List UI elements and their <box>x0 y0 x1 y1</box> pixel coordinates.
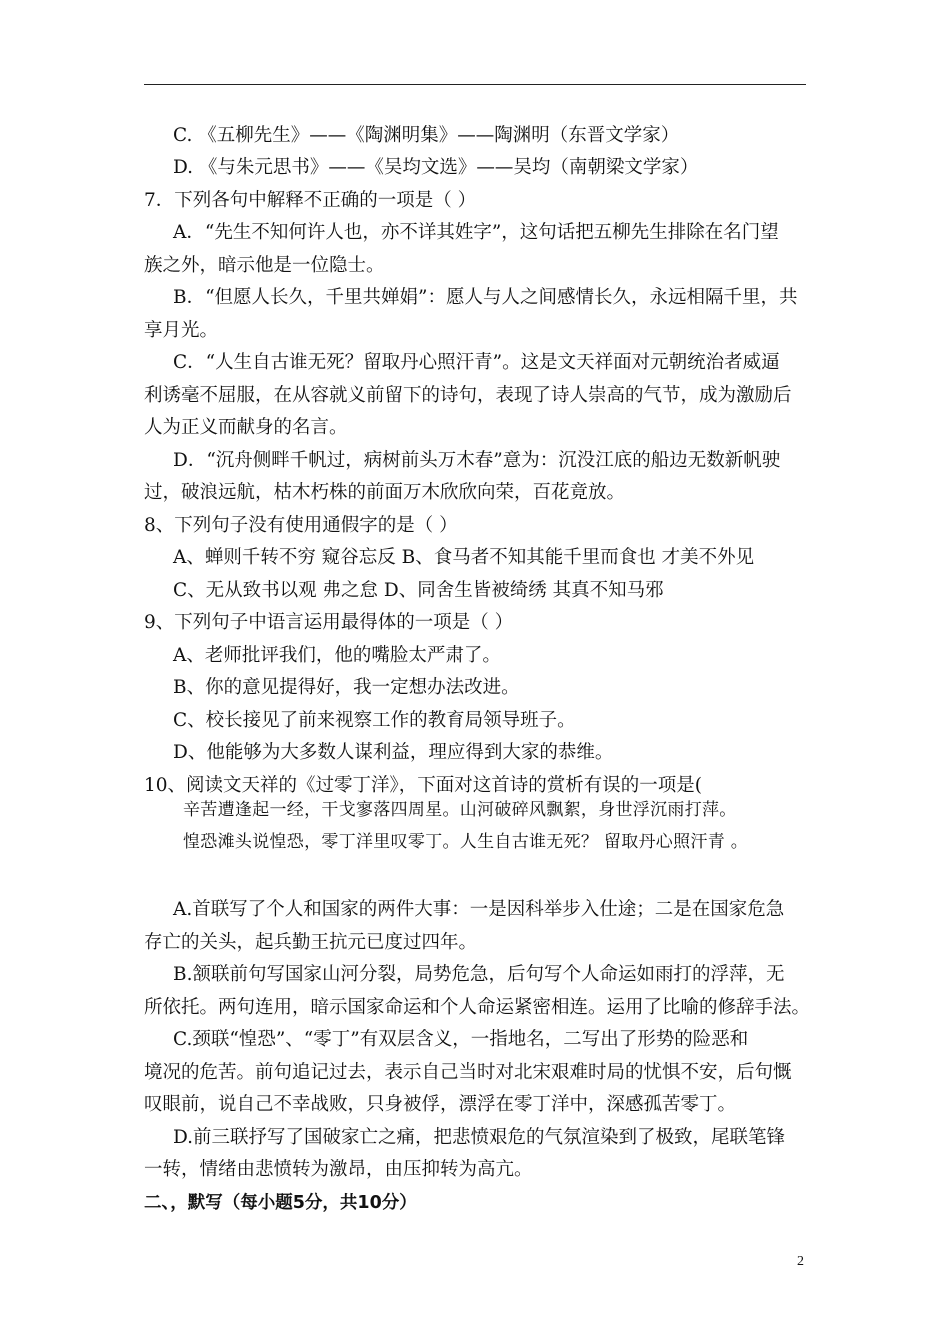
q10-option-c-line3: 叹眼前，说自己不幸战败，只身被俘，漂浮在零丁洋中，深感孤苦零丁。 <box>144 1094 737 1115</box>
q8-options-ab: A、蝉则千转不穷 窥谷忘反 B、食马者不知其能千里而食也 才美不外见 <box>173 547 755 568</box>
q7-option-c-line3: 人为正义而献身的名言。 <box>144 417 348 438</box>
q10-option-c-line1: C.颈联“惶恐”、“零丁”有双层含义，一指地名，二写出了形势的险恶和 <box>173 1029 749 1050</box>
q10-option-a-line2: 存亡的关头，起兵勤王抗元已度过四年。 <box>144 932 478 953</box>
q7-option-b-line2: 享月光。 <box>144 320 219 341</box>
q7-option-d-line2: 过，破浪远航，枯木朽株的前面万木欣欣向荣，百花竟放。 <box>144 482 626 503</box>
q9-option-a: A、老师批评我们，他的嘴脸太严肃了。 <box>173 645 501 666</box>
poem-line-2: 惶恐滩头说惶恐，零丁洋里叹零丁。人生自古谁无死？ 留取丹心照汗青 。 <box>183 832 749 852</box>
question-7-stem: 7．下列各句中解释不正确的一项是（ ） <box>144 190 477 211</box>
q7-option-d-line1: D．“沉舟侧畔千帆过，病树前头万木春”意为：沉没江底的船边无数新帆驶 <box>173 450 781 471</box>
q9-option-c: C、校长接见了前来视察工作的教育局领导班子。 <box>173 710 576 731</box>
question-10-stem: 10、阅读文天祥的《过零丁洋》，下面对这首诗的赏析有误的一项是( <box>144 775 703 796</box>
option-c-line: C. 《五柳先生》——《陶渊明集》——陶渊明（东晋文学家） <box>173 125 680 146</box>
question-9-stem: 9、下列句子中语言运用最得体的一项是（ ） <box>144 612 514 633</box>
q10-option-d-line1: D.前三联抒写了国破家亡之痛，把悲愤艰危的气氛渲染到了极致，尾联笔锋 <box>173 1127 786 1148</box>
q7-option-a-line1: A．“先生不知何许人也，亦不详其姓字”，这句话把五柳先生排除在名门望 <box>173 222 779 243</box>
q7-option-a-line2: 族之外，暗示他是一位隐士。 <box>144 255 385 276</box>
q9-option-b: B、你的意见提得好，我一定想办法改进。 <box>173 677 520 698</box>
option-d-line: D. 《与朱元思书》——《吴均文选》——吴均（南朝梁文学家） <box>173 157 699 178</box>
q8-options-cd: C、无从致书以观 弗之怠 D、同舍生皆被绮绣 其真不知马邪 <box>173 580 664 601</box>
section-2-heading: 二、，默写（每小题5分，共10分） <box>144 1193 417 1213</box>
header-rule <box>144 84 806 85</box>
q9-option-d: D、他能够为大多数人谋利益，理应得到大家的恭维。 <box>173 742 614 763</box>
question-8-stem: 8、下列句子没有使用通假字的是（ ） <box>144 515 458 536</box>
q10-option-b-line1: B.颔联前句写国家山河分裂，局势危急，后句写个人命运如雨打的浮萍，无 <box>173 964 785 985</box>
q10-option-d-line2: 一转，情绪由悲愤转为激昂，由压抑转为高亢。 <box>144 1159 533 1180</box>
q10-option-c-line2: 境况的危苦。前句追记过去，表示自己当时对北宋艰难时局的忧惧不安，后句慨 <box>144 1062 792 1083</box>
q7-option-b-line1: B．“但愿人长久，千里共婵娟”：愿人与人之间感情长久，永远相隔千里，共 <box>173 287 798 308</box>
page-number: 2 <box>797 1254 804 1269</box>
q10-option-a-line1: A.首联写了个人和国家的两件大事：一是因科举步入仕途；二是在国家危急 <box>173 899 785 920</box>
q10-option-b-line2: 所依托。两句连用，暗示国家命运和个人命运紧密相连。运用了比喻的修辞手法。 <box>144 997 811 1018</box>
q7-option-c-line2: 利诱毫不屈服，在从容就义前留下的诗句，表现了诗人崇高的气节，成为激励后 <box>144 385 792 406</box>
poem-line-1: 辛苦遭逢起一经，干戈寥落四周星。山河破碎风飘絮，身世浮沉雨打萍。 <box>183 800 737 820</box>
q7-option-c-line1: C．“人生自古谁无死？留取丹心照汗青”。这是文天祥面对元朝统治者威逼 <box>173 352 780 373</box>
